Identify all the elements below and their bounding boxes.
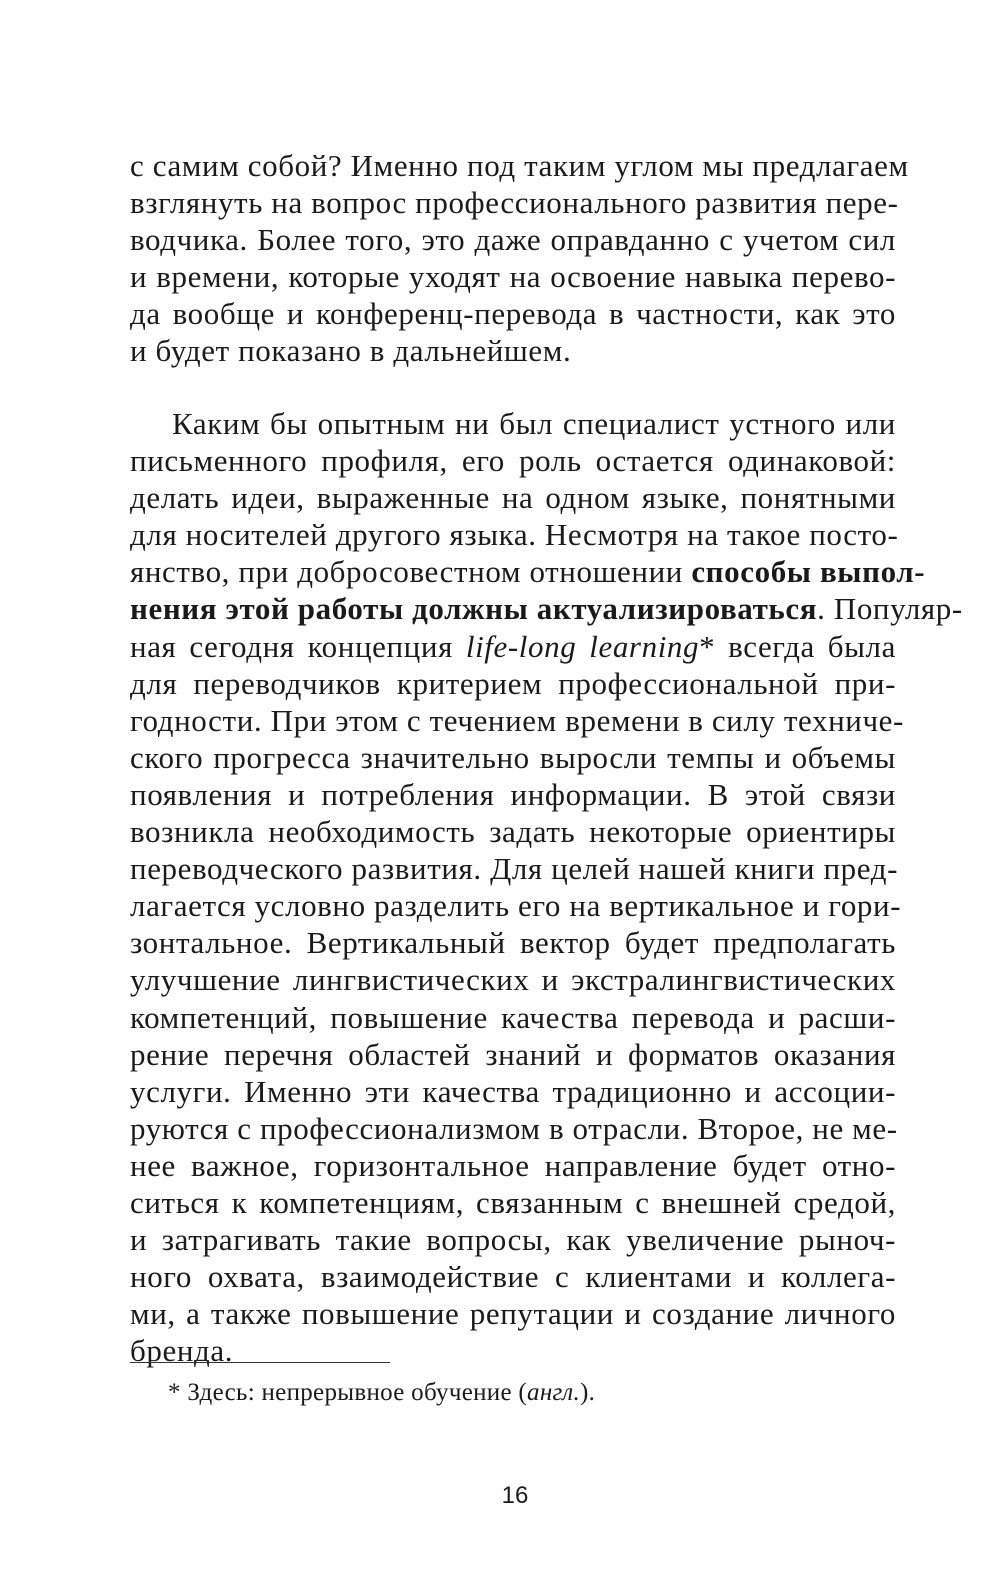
footnote-marker: * [168, 1379, 188, 1406]
text-line: и затрагивать такие вопросы, как увеличение рыноч- [130, 1222, 896, 1258]
text-line: ного охвата, взаимодействие с клиентами и коллега- [130, 1259, 896, 1295]
bold-emphasis: способы выпол- [691, 554, 926, 590]
text-line: и времени, которые уходят на освоение навыка перево- [130, 259, 896, 295]
text-line: услуги. Именно эти качества традиционно и ассоции- [130, 1073, 896, 1109]
text-line: ситься к компетенциям, связанным с внешней средой, [130, 1184, 896, 1220]
footnote-text: Здесь: непрерывное обучение ( [187, 1379, 528, 1406]
text-line: письменного профиля, его роль остается одинаковой: [130, 443, 896, 479]
text-regular: ная сегодня концепция [130, 628, 466, 664]
footnote-italic: англ. [527, 1379, 581, 1406]
text-line: делать идеи, выраженные на одном языке, понятными [130, 480, 896, 516]
text-line: переводческого развития. Для целей нашей книги пред- [130, 851, 898, 887]
text-regular: янство, при добросовестном отношении [130, 554, 692, 590]
text-line [130, 553, 926, 590]
text-line: ского прогресса значительно выросли темпы и объемы [130, 739, 896, 775]
footnote-divider [130, 1362, 390, 1363]
text-line: и будет показано в дальнейшем. [130, 333, 572, 369]
text-line: компетенций, повышение качества перевода и расши- [130, 999, 896, 1035]
text-line: Каким бы опытным ни был специалист устного или [172, 406, 896, 441]
text-line: возникла необходимость задать некоторые ориентиры [130, 814, 896, 850]
text-line: улучшение лингвистических и экстралингвистических [130, 962, 896, 998]
text-line: водчика. Более того, это даже оправданно с учетом сил [130, 222, 896, 258]
text-line: появления и потребления информации. В этой связи [130, 776, 896, 812]
text-line: ми, а также повышение репутации и создание личного [130, 1296, 896, 1332]
footnote [168, 1378, 595, 1408]
text-regular: . Популяр- [817, 591, 963, 627]
text-line: для носителей другого языка. Несмотря на такое посто- [130, 517, 899, 553]
text-line: бренда. [130, 1333, 234, 1369]
text-line: руются с профессионализмом в отрасли. Второе, не ме- [130, 1110, 898, 1146]
paragraph-2 [130, 405, 963, 1369]
text-line: рение перечня областей знаний и форматов оказания [130, 1036, 896, 1072]
text-line: взглянуть на вопрос профессионального развития пере- [130, 185, 899, 221]
bold-emphasis: нения этой работы должны актуализироваться [130, 591, 818, 627]
text-line [130, 628, 896, 665]
text-line: лагается условно разделить его на вертикальное и гори- [130, 888, 902, 924]
text-line: нее важное, горизонтальное направление будет отно- [130, 1147, 896, 1183]
text-regular: * всегда была [699, 628, 896, 664]
italic-term: life-long learning [465, 628, 700, 664]
paragraph-1 [130, 147, 909, 370]
footnote-closing: ). [580, 1379, 596, 1406]
text-line: зонтальное. Вертикальный вектор будет предполагать [130, 925, 896, 961]
text-line: для переводчиков критерием профессиональной при- [130, 665, 896, 701]
text-line: с самим собой? Именно под таким углом мы предлагаем [130, 148, 909, 183]
text-line: да вообще и конференц-перевода в частности, как это [130, 296, 896, 332]
page-number: 16 [501, 1482, 529, 1509]
text-line: годности. При этом с течением времени в силу техниче- [130, 702, 904, 738]
text-line [130, 590, 963, 627]
